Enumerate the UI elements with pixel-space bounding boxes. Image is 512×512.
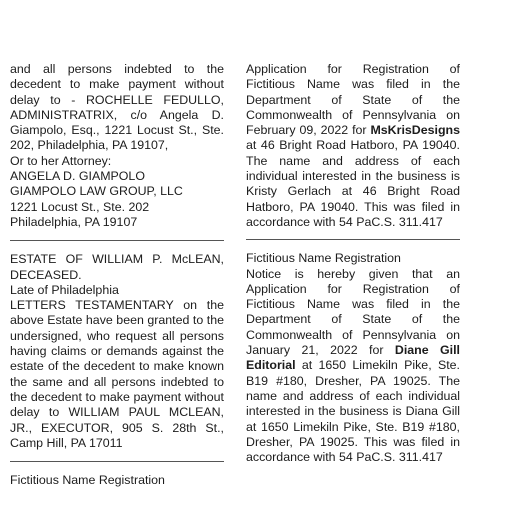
notice-body: and all persons indebted to the decedent to make payment without delay to - ROCHELLE FEDULLO, ADMINISTRATRIX, c/o Angela D. Giampolo, Esq., 1221 Locust St., Ste. 202, Philadelphia, PA 19107, [10, 62, 224, 153]
attorney-block [10, 154, 224, 230]
notice-body-start: Application for Registration of Fictitious Name was filed in the Department of State of the Commonwealth of Pennsylvania on February 09, 2022 for [246, 62, 460, 138]
divider-rule [10, 461, 224, 462]
attorney-line: ANGELA D. GIAMPOLO [10, 169, 145, 184]
notice-heading: ESTATE OF WILLIAM P. McLEAN, DECEASED. [10, 252, 224, 282]
fictitious-name-notice-mskrisdesigns [246, 62, 460, 230]
attorney-line: GIAMPOLO LAW GROUP, LLC [10, 184, 183, 199]
notice-residence: Late of Philadelphia [10, 282, 119, 297]
fictitious-name-notice-diane-gill [246, 251, 460, 465]
fictitious-name-notice-heading-block [10, 473, 224, 488]
divider-rule [10, 240, 224, 241]
business-name: MsKrisDesigns [370, 123, 460, 138]
notice-heading: Fictitious Name Registration [246, 251, 401, 266]
attorney-line: Philadelphia, PA 19107 [10, 214, 138, 229]
notice-body-end: at 46 Bright Road Hatboro, PA 19040. The name and address of each individual interested in the business is Kristy Gerlach at 46 Bright Road Hatboro, PA 19040. This was filed in accordance with 54 PaC.S. 311.417 [246, 138, 460, 229]
left-column [10, 62, 224, 488]
divider-rule [246, 239, 460, 240]
notice-body: LETTERS TESTAMENTARY on the above Estate have been granted to the undersigned, who request all persons having claims or demands against the estate of the decedent to make known the same and all persons indebted to the decedent to make payment without delay to WILLIAM PAUL MCLEAN, JR., EXECUTOR, 905 S. 28th St., Camp Hill, PA 17011 [10, 298, 224, 450]
estate-notice-mclean [10, 252, 224, 451]
notice-body-end: at 1650 Limekiln Pike, Ste. B19 #180, Dresher, PA 19025. The name and address of each individual interested in the business is Diana Gill at 1650 Limekiln Pike, Ste. B19 #180, Dresher, PA 19025. This was filed in accordance with 54 PaC.S. 311.417 [246, 358, 460, 465]
notice-body-start: Notice is hereby given that an Application for Registration of Fictitious Name was filed in the Department of State of the Commonwealth of Pennsylvania on January 21, 2022 for [246, 266, 460, 358]
right-column [246, 62, 460, 465]
notice-heading: Fictitious Name Registration [10, 473, 165, 488]
estate-notice-fedullo [10, 62, 224, 230]
business-name: Diane Gill Editorial [246, 343, 460, 373]
attorney-line: Or to her Attorney: [10, 153, 112, 168]
attorney-line: 1221 Locust St., Ste. 202 [10, 199, 150, 214]
